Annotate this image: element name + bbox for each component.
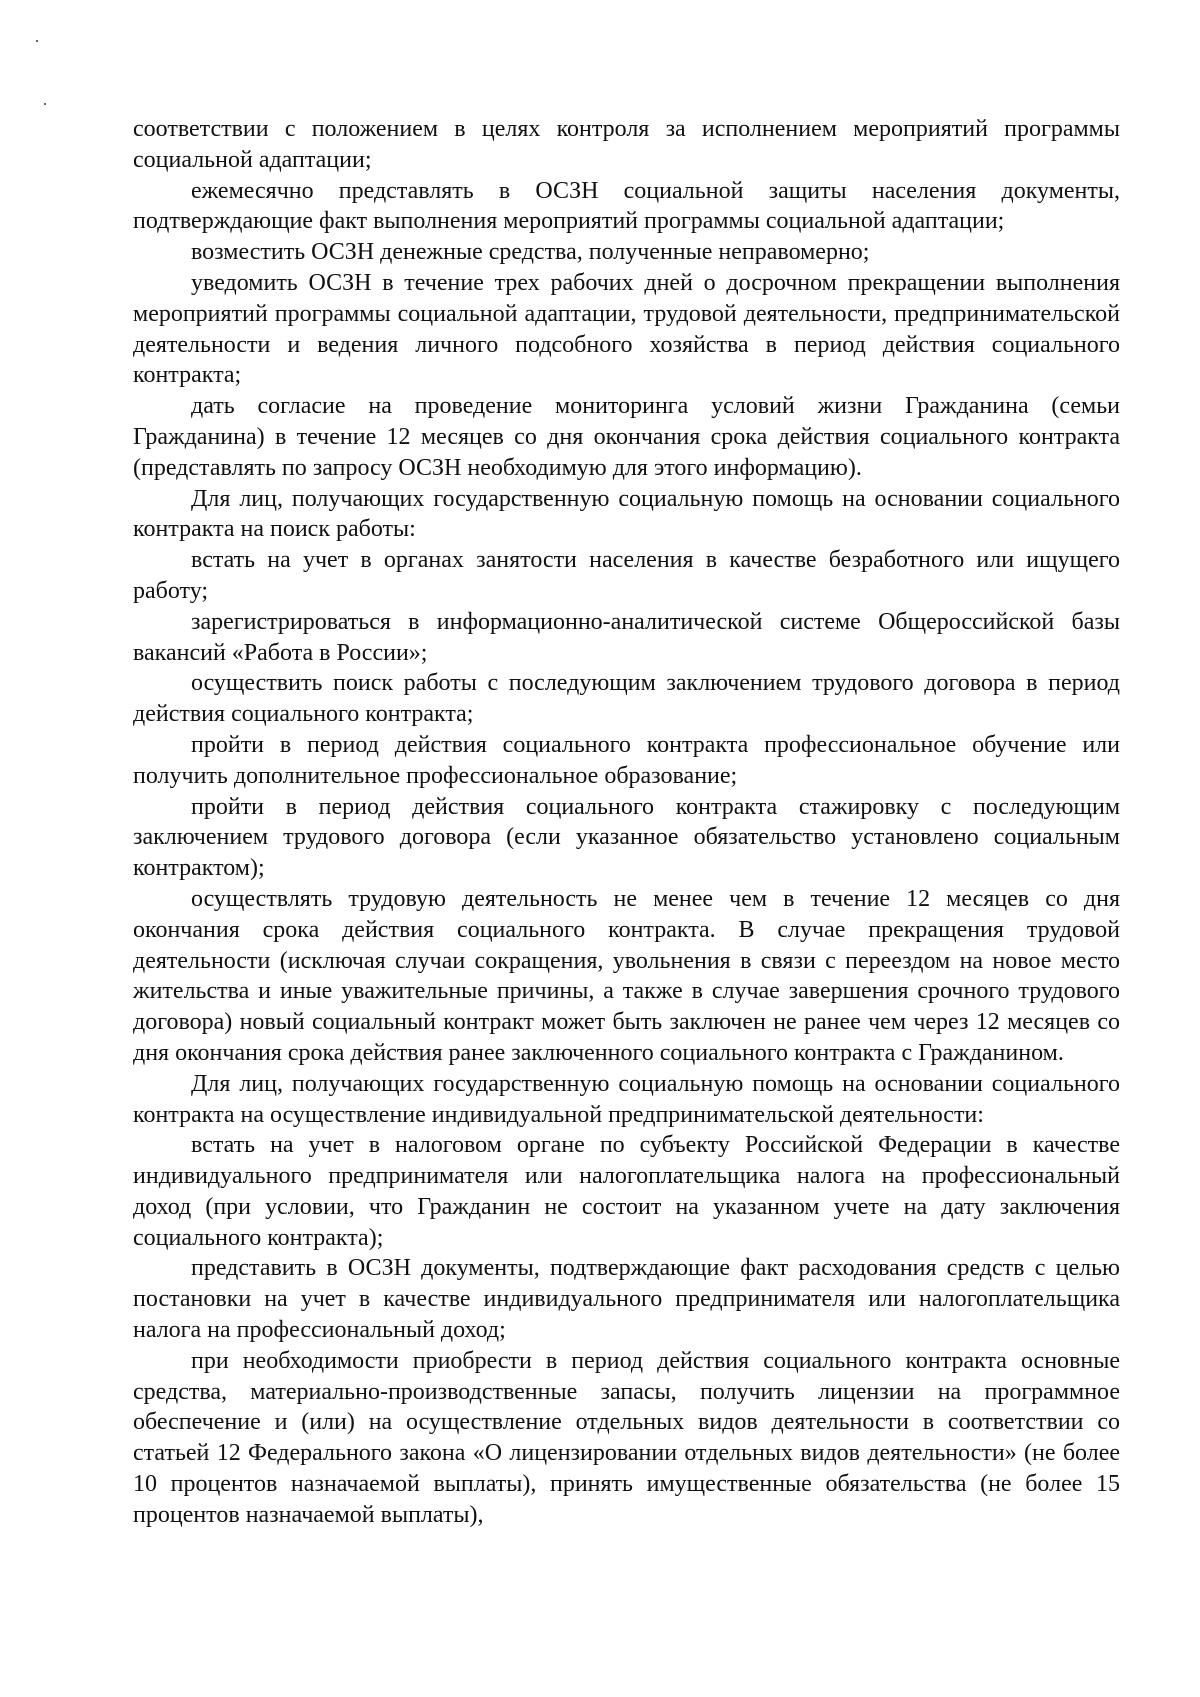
scan-speck [36, 40, 38, 42]
paragraph: пройти в период действия социального контракта профессиональное обучение или получить дополнительное профессиональное образование; [133, 731, 1120, 789]
section-heading-paragraph: Для лиц, получающих государственную социальную помощь на основании социального контракта на осуществление индивидуальной предпринимательской деятельности: [133, 1070, 1120, 1128]
paragraph: дать согласие на проведение мониторинга условий жизни Гражданина (семьи Гражданина) в течение 12 месяцев со дня окончания срока действия социального контракта (представлять по запросу ОСЗН необходимую для этого информацию). [133, 393, 1120, 481]
paragraph: пройти в период действия социального контракта стажировку с последующим заключением трудового договора (если указанное обязательство установлено социальным контрактом); [133, 793, 1120, 882]
paragraph: встать на учет в органах занятости населения в качестве безработного или ищущего работу; [133, 547, 1120, 604]
document-body [133, 114, 1120, 1531]
paragraph: встать на учет в налоговом органе по субъекту Российской Федерации в качестве индивидуального предпринимателя или налогоплательщика налога на профессиональный доход (при условии, что Гражданин не состоит на указанном учете на дату заключения социального контракта); [133, 1132, 1120, 1251]
scan-speck [44, 103, 46, 105]
paragraph: представить в ОСЗН документы, подтверждающие факт расходования средств с целью постановки на учет в качестве индивидуального предпринимателя или налогоплательщика налога на профессиональный доход; [133, 1255, 1120, 1344]
paragraph: зарегистрироваться в информационно-аналитической системе Общероссийской базы вакансий «Работа в России»; [133, 608, 1120, 666]
paragraph: уведомить ОСЗН в течение трех рабочих дней о досрочном прекращении выполнения мероприятий программы социальной адаптации, трудовой деятельности, предпринимательской деятельности и ведения личного подсобного хозяйства в период действия социального контракта; [133, 269, 1120, 389]
paragraph: соответствии с положением в целях контроля за исполнением мероприятий программы социальной адаптации; [133, 116, 1120, 173]
paragraph: ежемесячно представлять в ОСЗН социальной защиты населения документы, подтверждающие факт выполнения мероприятий программы социальной адаптации; [133, 177, 1120, 235]
paragraph: осуществлять трудовую деятельность не менее чем в течение 12 месяцев со дня окончания срока действия социального контракта. В случае прекращения трудовой деятельности (исключая случаи сокращения, увольнения в связи с переездом на новое место жительства и иные уважительные причины, а также в случае завершения срочного трудового договора) новый социальный контракт может быть заключен не ранее чем через 12 месяцев со дня окончания срока действия ранее заключенного социального контракта с Гражданином. [133, 885, 1120, 1066]
paragraph: при необходимости приобрести в период действия социального контракта основные средства, материально-производственные запасы, получить лицензии на программное обеспечение и (или) на осуществление отдельных видов деятельности в соответствии со статьей 12 Федерального закона «О лицензировании отдельных видов деятельности» (не более 10 процентов назначаемой выплаты), принять имущественные обязательства (не более 15 процентов назначаемой выплаты), [133, 1347, 1120, 1528]
section-heading-paragraph: Для лиц, получающих государственную социальную помощь на основании социального контракта на поиск работы: [133, 485, 1120, 543]
paragraph: осуществить поиск работы с последующим заключением трудового договора в период действия социального контракта; [133, 670, 1120, 728]
paragraph: возместить ОСЗН денежные средства, полученные неправомерно; [191, 239, 870, 266]
